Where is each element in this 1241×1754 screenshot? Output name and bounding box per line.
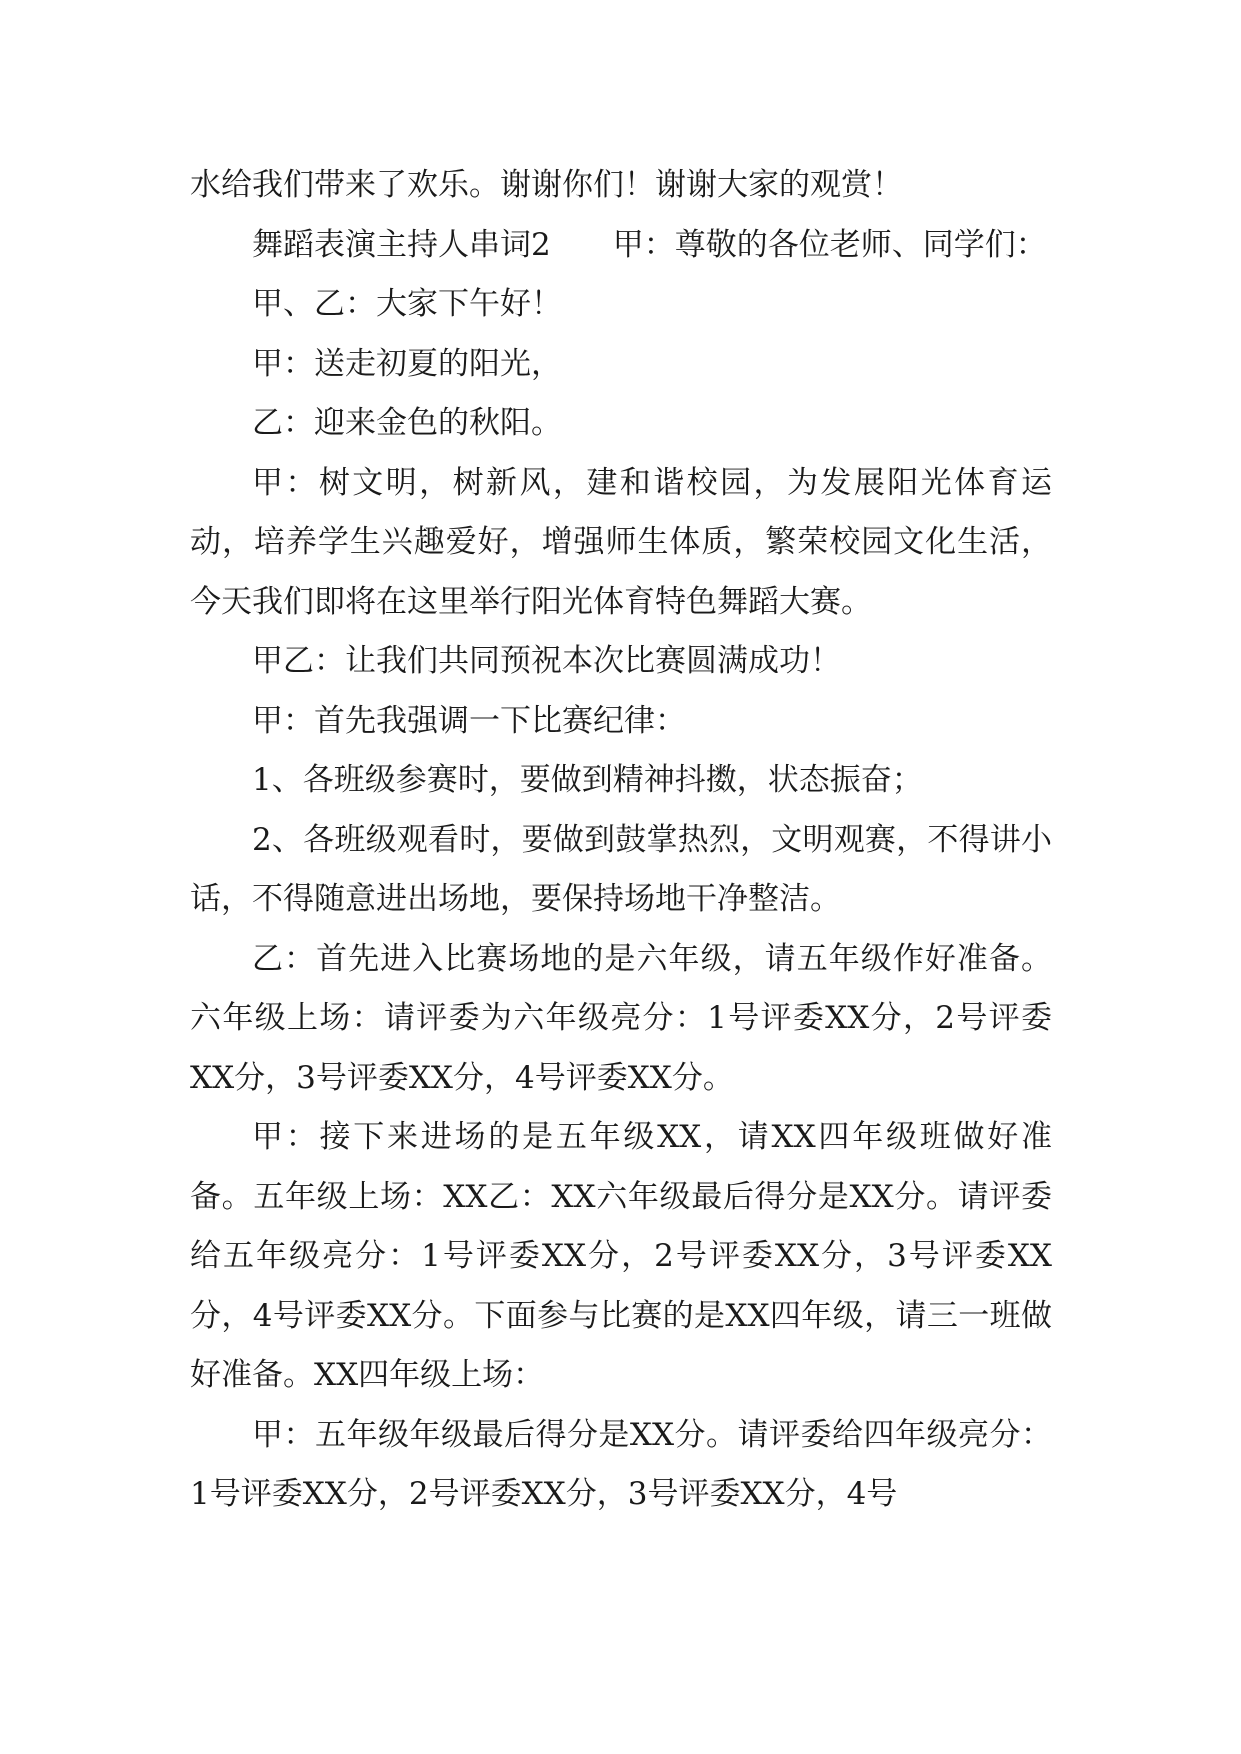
paragraph: 甲：接下来进场的是五年级XX，请XX四年级班做好准备。五年级上场：XX乙：XX六年级最后得分是XX分。请评委给五年级亮分：1号评委XX分，2号评委XX分，3号评委XX分，4号评委XX分。下面参与比赛的是XX四年级，请三一班做好准备。XX四年级上场：: [190, 1119, 1052, 1393]
paragraph: 甲乙：让我们共同预祝本次比赛圆满成功！: [252, 643, 841, 679]
paragraph: 乙：迎来金色的秋阳。: [252, 405, 562, 441]
paragraph: 甲：送走初夏的阳光，: [252, 345, 562, 382]
paragraph: 甲、乙：大家下午好！: [252, 286, 562, 322]
paragraph-title-greeting: 舞蹈表演主持人串词2 甲：尊敬的各位老师、同学们：: [252, 226, 1047, 263]
paragraph: 甲：五年级年级最后得分是XX分。请评委给四年级亮分：1号评委XX分，2号评委XX分，3号评委XX分，4号: [190, 1416, 1052, 1512]
paragraph-closing: 水给我们带来了欢乐。谢谢你们！谢谢大家的观赏！: [190, 167, 903, 203]
paragraph-rule-1: 1、各班级参赛时，要做到精神抖擞，状态振奋；: [252, 762, 923, 798]
paragraph-rule-2: 2、各班级观看时，要做到鼓掌热烈，文明观赛，不得讲小话，不得随意进出场地，要保持场地干净整洁。: [190, 821, 1052, 917]
paragraph: 甲：首先我强调一下比赛纪律：: [252, 702, 686, 739]
paragraph: 乙：首先进入比赛场地的是六年级，请五年级作好准备。六年级上场：请评委为六年级亮分：1号评委XX分，2号评委XX分，3号评委XX分，4号评委XX分。: [190, 940, 1052, 1096]
document-body: [190, 156, 1052, 1525]
paragraph: 甲：树文明，树新风，建和谐校园，为发展阳光体育运动，培养学生兴趣爱好，增强师生体质，繁荣校园文化生活，今天我们即将在这里举行阳光体育特色舞蹈大赛。: [190, 464, 1052, 620]
